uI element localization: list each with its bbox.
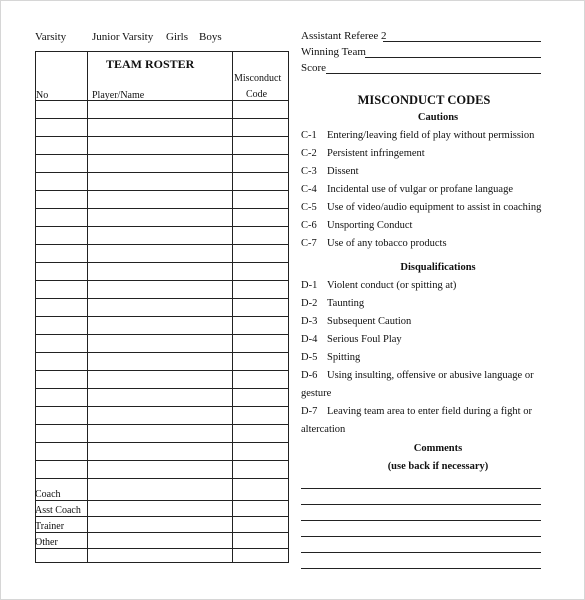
table-row[interactable]: [36, 173, 288, 190]
cautions-heading: Cautions: [417, 112, 459, 123]
misconduct-header: Misconduct: [234, 73, 282, 84]
cautions-item: [301, 220, 412, 231]
disqualifications-description: Subsequent Caution: [327, 316, 412, 327]
misconduct-codes-title: MISCONDUCT CODES: [357, 93, 491, 107]
player-name-header: Player/Name: [92, 90, 145, 101]
disqualifications-code: D-6: [301, 370, 318, 381]
disqualifications-description-continued: gesture: [301, 388, 332, 399]
table-row[interactable]: [36, 317, 288, 334]
table-row[interactable]: [36, 155, 288, 172]
table-row[interactable]: [36, 443, 288, 460]
cautions-description: Persistent infringement: [327, 148, 425, 159]
table-row[interactable]: [36, 191, 288, 208]
code-header: Code: [246, 89, 268, 100]
assistant-referee-label: Assistant Referee 2: [301, 30, 387, 42]
cautions-description: Incidental use of vulgar or profane language: [327, 184, 514, 195]
disqualifications-description-continued: altercation: [301, 424, 346, 435]
table-row[interactable]: [36, 353, 288, 370]
cautions-item: [301, 238, 447, 249]
disqualifications-description: Leaving team area to enter field during a fight or: [327, 406, 532, 417]
comment-line[interactable]: [301, 520, 541, 521]
disqualifications-item: [301, 406, 532, 417]
no-header: No: [36, 90, 49, 101]
comment-line[interactable]: [301, 536, 541, 537]
roster-title: TEAM ROSTER: [106, 57, 195, 71]
cautions-item: [301, 202, 541, 213]
disqualifications-code: D-3: [301, 316, 318, 327]
disqualifications-code: D-1: [301, 280, 318, 291]
table-row[interactable]: [36, 461, 288, 478]
table-row[interactable]: [36, 119, 288, 136]
table-row[interactable]: [36, 137, 288, 154]
staff-asst-coach-label: Asst Coach: [35, 505, 81, 516]
cautions-description: Use of video/audio equipment to assist in coaching: [327, 202, 542, 213]
disqualifications-item: [301, 316, 411, 327]
cautions-code: C-1: [301, 130, 317, 141]
table-row[interactable]: [36, 209, 288, 226]
table-row[interactable]: [36, 371, 288, 388]
cautions-code: C-3: [301, 166, 317, 177]
table-row[interactable]: [36, 407, 288, 424]
cautions-description: Entering/leaving field of play without permission: [327, 130, 535, 141]
cautions-description: Unsporting Conduct: [327, 220, 413, 231]
cautions-code: C-2: [301, 148, 317, 159]
cautions-item: [301, 184, 513, 195]
disqualifications-description: Using insulting, offensive or abusive language or: [327, 370, 534, 381]
table-row[interactable]: [36, 245, 288, 262]
cautions-item: [301, 130, 534, 141]
disqualifications-item: [301, 334, 402, 345]
disqualifications-item: [301, 370, 534, 381]
staff-coach-label: Coach: [35, 489, 61, 500]
team-roster-table: [35, 51, 289, 563]
cautions-code: C-6: [301, 220, 317, 231]
score-field[interactable]: [326, 73, 541, 74]
cautions-code: C-5: [301, 202, 317, 213]
disqualifications-description: Violent conduct (or spitting at): [327, 280, 457, 291]
junior-varsity-option[interactable]: Junior Varsity: [92, 31, 154, 43]
table-row[interactable]: [36, 517, 288, 532]
table-row[interactable]: [36, 101, 288, 118]
roster-row-line: [36, 548, 288, 549]
disqualifications-code: D-7: [301, 406, 318, 417]
comments-subheading: (use back if necessary): [387, 461, 489, 472]
winning-team-field[interactable]: [365, 57, 541, 58]
table-row[interactable]: [36, 389, 288, 406]
staff-other-label: Other: [35, 537, 58, 548]
disqualifications-description: Spitting: [327, 352, 361, 363]
table-row[interactable]: [36, 281, 288, 298]
disqualifications-code: D-2: [301, 298, 318, 309]
comments-heading: Comments: [413, 443, 463, 454]
comment-line[interactable]: [301, 568, 541, 569]
disqualifications-description: Taunting: [327, 298, 365, 309]
comment-line[interactable]: [301, 488, 541, 489]
table-row[interactable]: [36, 533, 288, 548]
comment-line[interactable]: [301, 504, 541, 505]
table-row[interactable]: [36, 227, 288, 244]
cautions-description: Dissent: [327, 166, 359, 177]
cautions-code: C-4: [301, 184, 317, 195]
disqualifications-item: [301, 280, 456, 291]
table-row[interactable]: [36, 299, 288, 316]
assistant-referee-field[interactable]: [383, 41, 541, 42]
comment-line[interactable]: [301, 552, 541, 553]
disqualifications-item: [301, 298, 364, 309]
disqualifications-description: Serious Foul Play: [327, 334, 402, 345]
varsity-option[interactable]: Varsity: [35, 31, 67, 43]
cautions-description: Use of any tobacco products: [327, 238, 447, 249]
winning-team-label: Winning Team: [301, 46, 366, 58]
table-row[interactable]: [36, 263, 288, 280]
cautions-item: [301, 166, 359, 177]
disqualifications-code: D-4: [301, 334, 318, 345]
table-row[interactable]: [36, 425, 288, 442]
girls-option[interactable]: Girls: [166, 31, 188, 43]
disqualifications-heading: Disqualifications: [400, 262, 476, 273]
boys-option[interactable]: Boys: [199, 31, 222, 43]
table-row[interactable]: [36, 479, 288, 500]
score-label: Score: [301, 62, 327, 74]
staff-trainer-label: Trainer: [35, 521, 65, 532]
disqualifications-item: [301, 352, 360, 363]
disqualifications-code: D-5: [301, 352, 318, 363]
cautions-item: [301, 148, 425, 159]
table-row[interactable]: [36, 335, 288, 352]
cautions-code: C-7: [301, 238, 317, 249]
